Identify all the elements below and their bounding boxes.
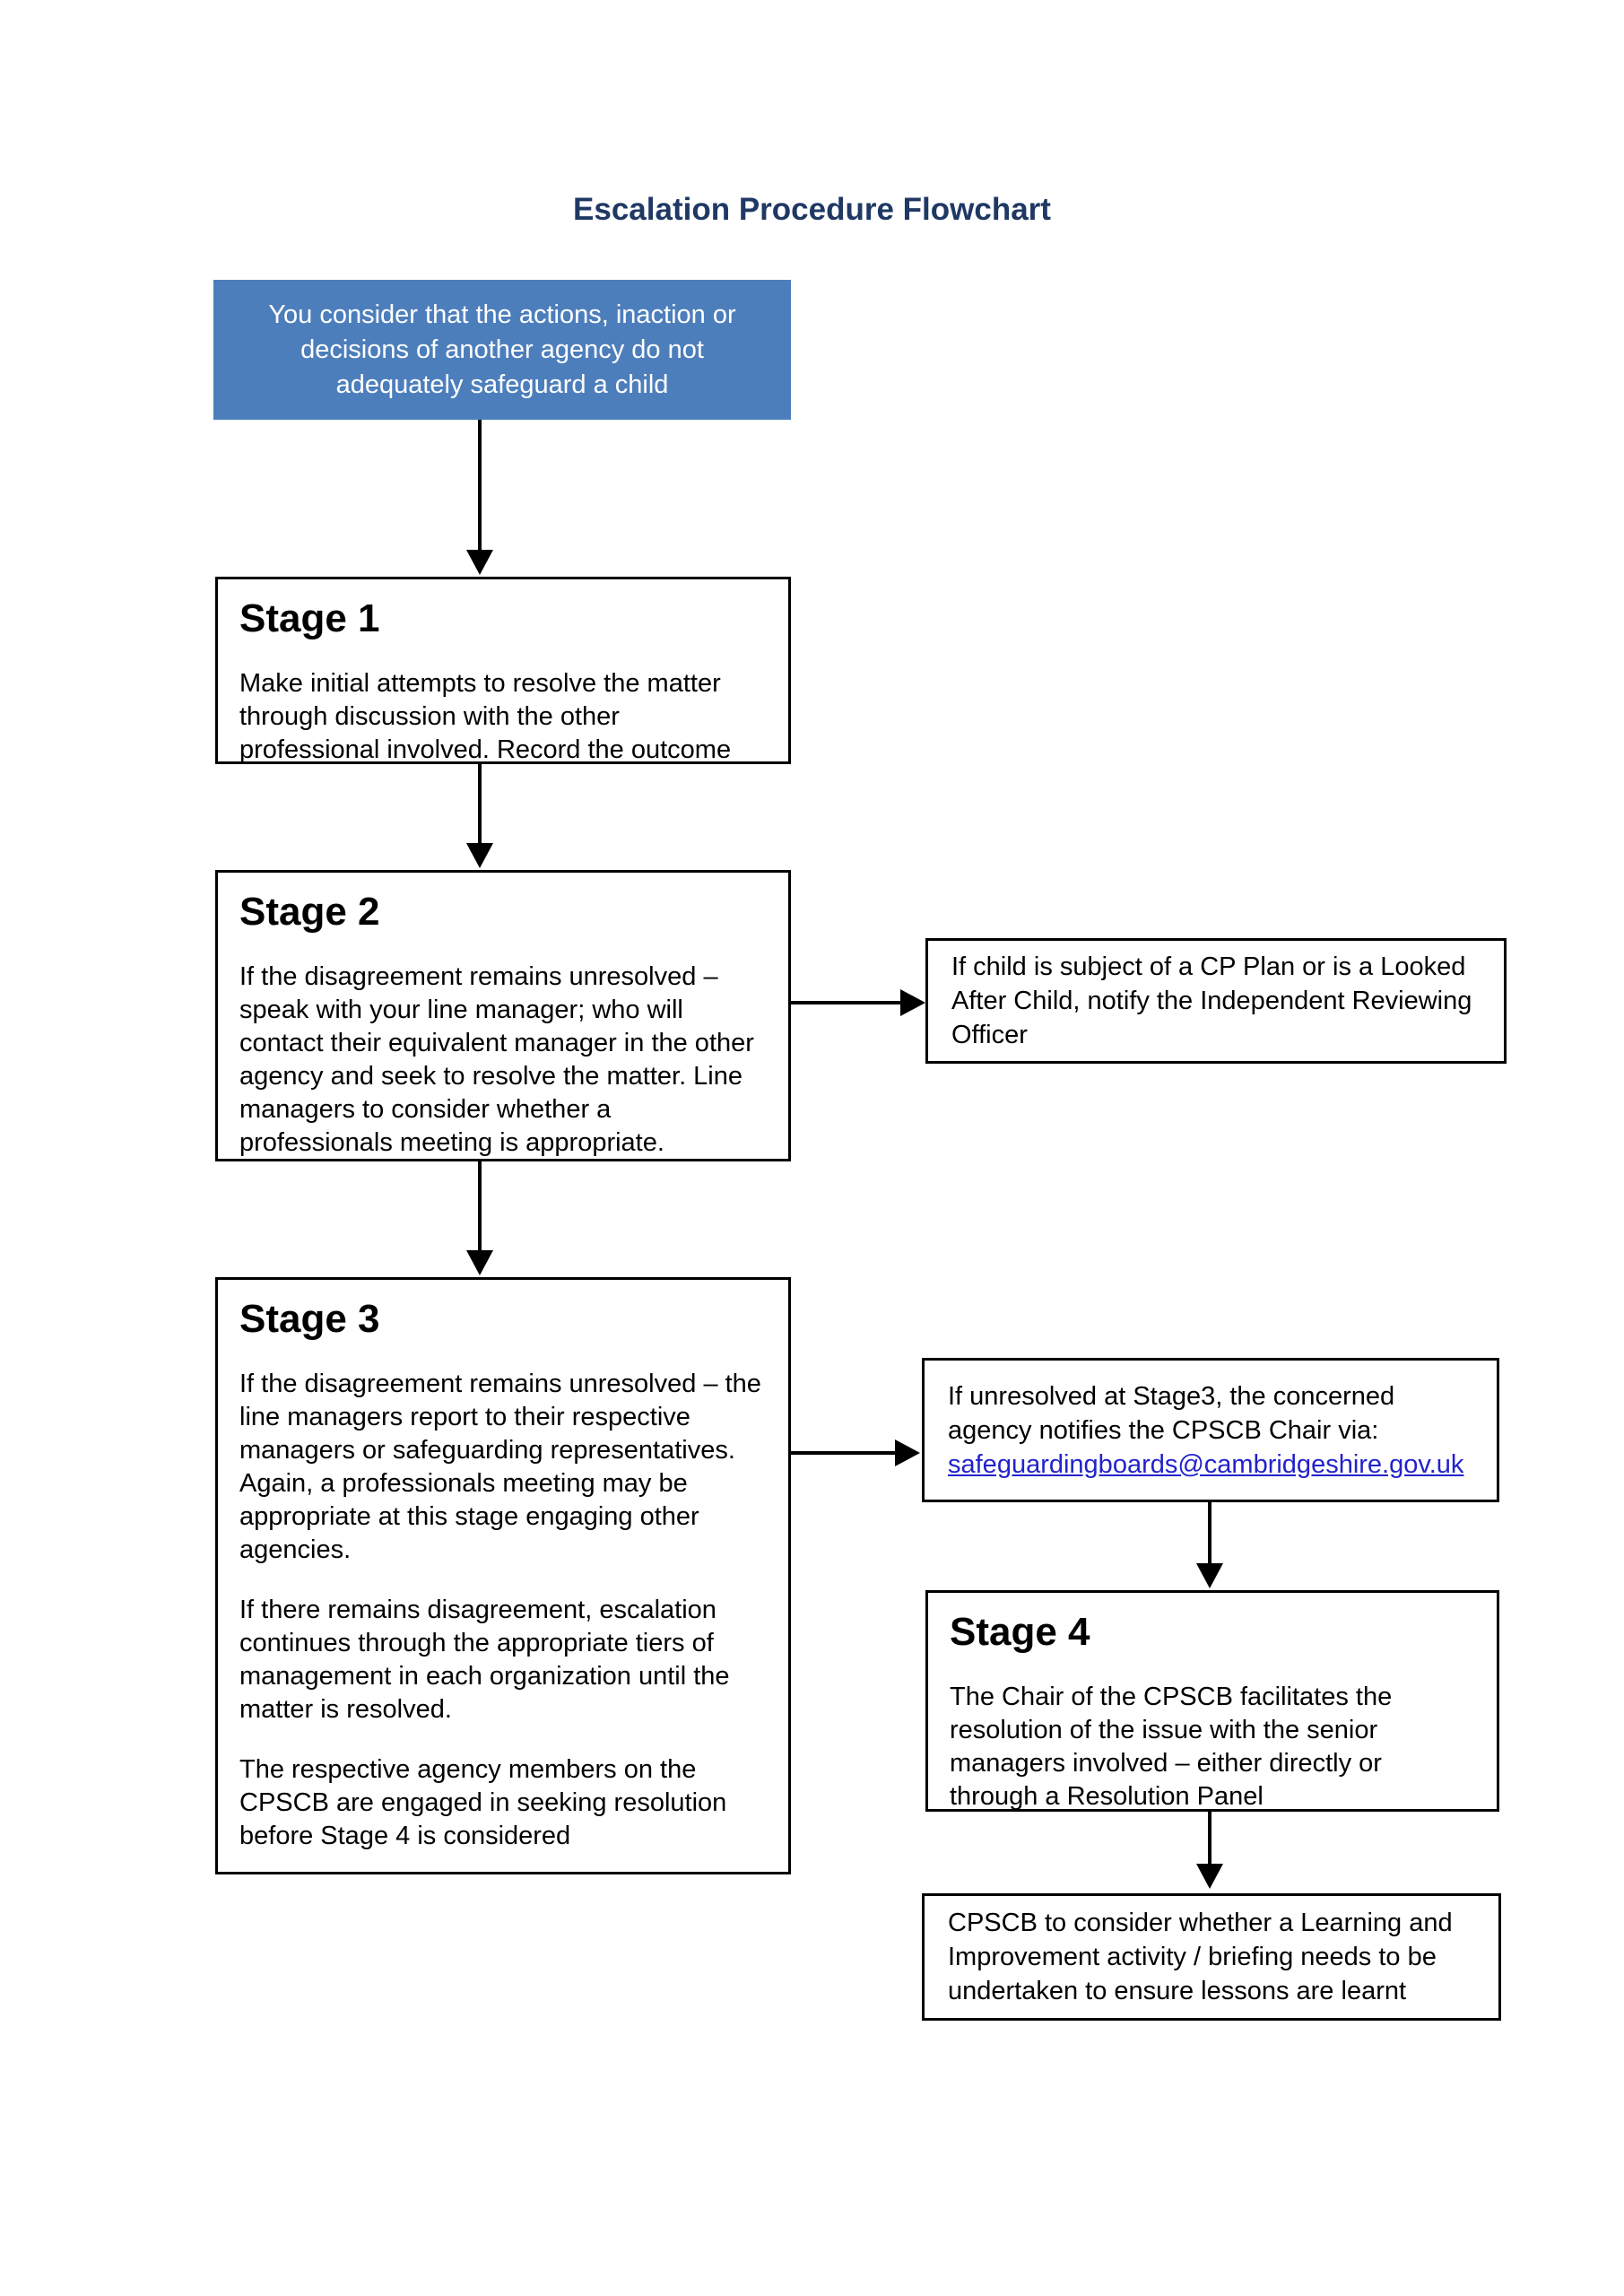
stage3-paragraph: If there remains disagreement, escalation continues through the appropriate tiers of management in each organization until the matter is resolved. [239,1596,730,1724]
page-title: Escalation Procedure Flowchart [573,192,1051,227]
stage4-box [925,1590,1499,1812]
stage2-box [215,870,791,1161]
stage3-paragraph: If the disagreement remains unresolved – the line managers report to their respective managers or safeguarding representatives. Again, a professionals meeting may be appropriate at this stage engaging other agencies. [239,1370,761,1564]
start-box-text: You consider that the actions, inaction or decisions of another agency do not adequately safeguard a child [268,300,736,399]
stage2-heading: Stage 2 [239,890,380,934]
arrow-note-to-stage4 [1208,1501,1211,1563]
stage1-box [215,577,791,764]
stage3-box [215,1277,791,1874]
stage2-body: If the disagreement remains unresolved – speak with your line manager; who will contact their equivalent manager in the other agency and seek to resolve the matter. Line managers to consider whether a professionals meeting is appropriate. [239,962,754,1157]
stage4-heading: Stage 4 [950,1610,1090,1654]
stage1-heading: Stage 1 [239,596,380,640]
cp-plan-note-box [925,938,1507,1064]
cp-plan-note-text: If child is subject of a CP Plan or is a Looked After Child, notify the Independent Reviewing Officer [951,952,1472,1049]
stage1-body: Make initial attempts to resolve the matter through discussion with the other professional involved. Record the outcome [239,669,732,764]
arrow-stage2-to-cp-note [791,1001,900,1004]
start-box [213,280,791,420]
arrow-stage3-to-escalation-note [791,1451,895,1455]
stage3-body [239,1368,767,1853]
learning-note-box [922,1893,1501,2021]
escalation-email-link[interactable]: safeguardingboards@cambridgeshire.gov.uk [948,1449,1464,1479]
stage3-paragraph: The respective agency members on the CPSCB are engaged in seeking resolution before Stage 4 is considered [239,1755,727,1850]
stage3-heading: Stage 3 [239,1297,380,1341]
arrow-start-to-stage1 [478,420,482,550]
escalation-note-text: If unresolved at Stage3, the concerned agency notifies the CPSCB Chair via: [948,1381,1395,1445]
arrow-stage4-to-learning-note [1208,1812,1211,1864]
arrow-stage1-to-stage2 [478,764,482,843]
escalation-note-box [922,1358,1499,1502]
arrow-stage2-to-stage3 [478,1161,482,1250]
learning-note-text: CPSCB to consider whether a Learning and Improvement activity / briefing needs to be undertaken to ensure lessons are learnt [948,1909,1453,2005]
stage4-body: The Chair of the CPSCB facilitates the resolution of the issue with the senior managers involved – either directly or through a Resolution Panel [950,1683,1393,1811]
